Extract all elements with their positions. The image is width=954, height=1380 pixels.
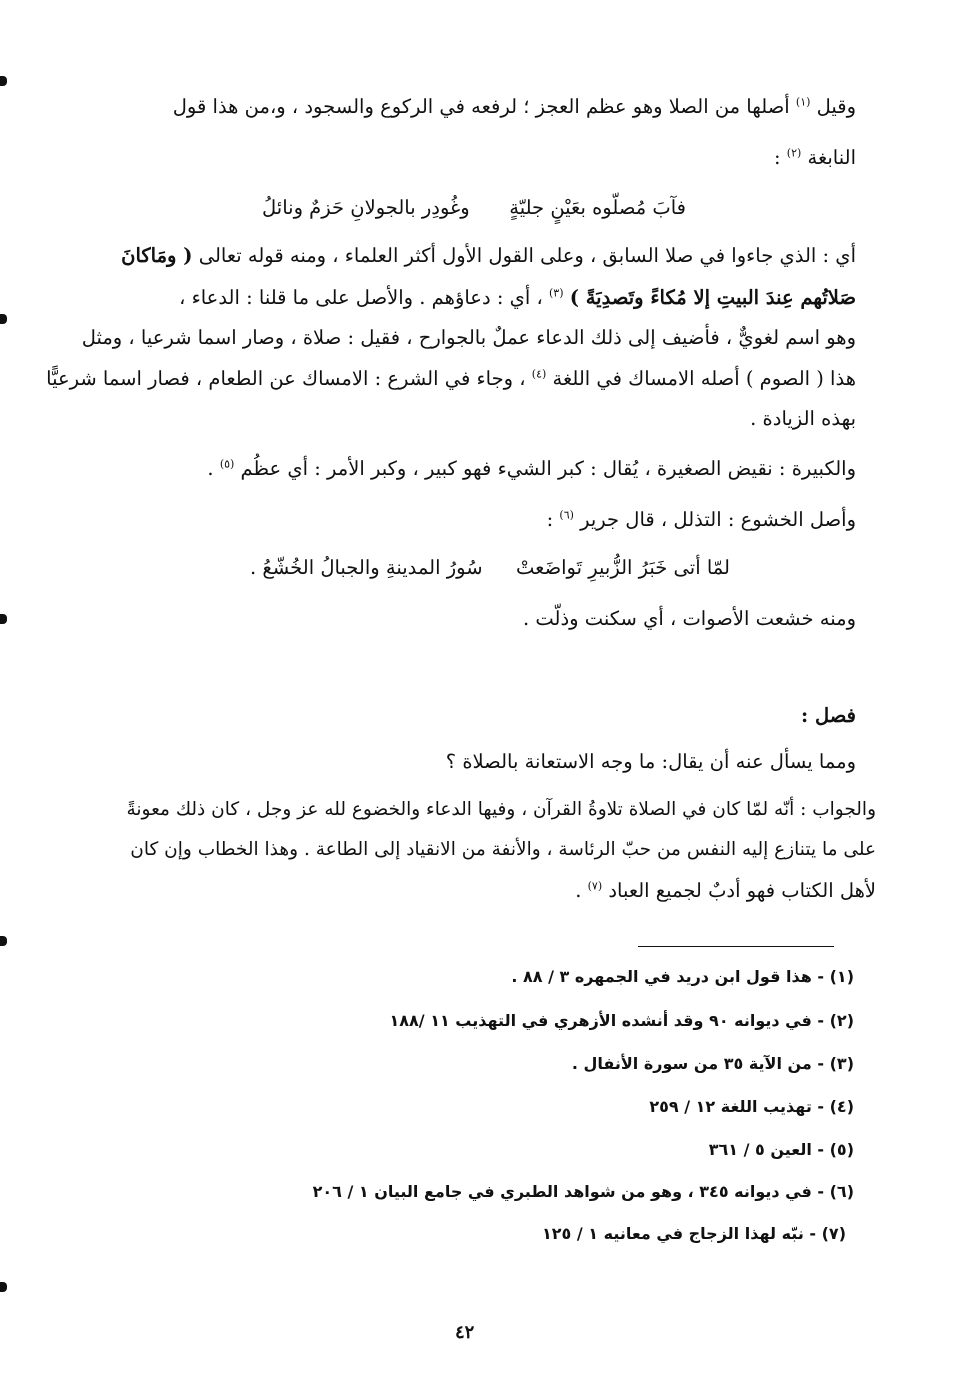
body-line: والجواب : أنّه لمّا كان في الصلاة تلاوةُ القرآن ، وفيها الدعاء والخضوع لله عز وجل ، كان ذلك معونةً — [126, 799, 876, 820]
footnote-ref: (١) — [795, 95, 811, 109]
footnote: (١) - هذا قول ابن دريد في الجمهره ٣ / ٨٨ . — [511, 967, 854, 986]
verse-hemistich-left: وغُودِر بالجولانِ حَزمٌ ونائلُ — [262, 196, 470, 219]
verse-hemistich-right: لمّا أتى خَبَرُ الزُّبيرِ تَواضَعتْ — [516, 556, 730, 579]
quran-quote: صَلاتُهم عِندَ البيتِ إلا مُكاءً وتَصدِيَةً ) — [569, 286, 856, 309]
verse-hemistich-right: فآبَ مُصلّوه بعَيْنٍ جليّةٍ — [509, 196, 686, 219]
quran-quote: ( ومَاكانَ — [121, 244, 193, 267]
footnote: (٧) - نبّه لهذا الزجاج في معانيه ١ / ١٢٥ — [542, 1224, 846, 1243]
footnote-ref: (٦) — [559, 508, 574, 522]
footnote: (٢) - في ديوانه ٩٠ وقد أنشده الأزهري في التهذيب ١١ /١٨٨ — [389, 1011, 854, 1030]
footnote-ref: (٥) — [219, 457, 235, 471]
scan-mark — [0, 76, 7, 86]
scan-mark — [0, 314, 7, 324]
body-line: النابغة $^{(٢)}$ : — [774, 146, 856, 169]
page-number: ٤٢ — [455, 1322, 475, 1343]
footnote-ref: (٤) — [531, 367, 547, 381]
section-title: فصل : — [801, 704, 856, 727]
footnote: (٤) - تهذيب اللغة ١٢ / ٢٥٩ — [649, 1097, 854, 1116]
body-line: هذا ( الصوم ) أصله الامساك في اللغة $^{(٤)}$ ، وجاء في الشرع : الامساك عن الطعام ، فصار اسما شرعيًّا — [46, 367, 856, 390]
footnote-ref: (٢) — [786, 146, 802, 160]
scan-mark — [0, 1282, 7, 1292]
body-line: بهذه الزيادة . — [750, 407, 856, 430]
footnote: (٦) - في ديوانه ٣٤٥ ، وهو من شواهد الطبري في جامع البيان ١ / ٢٠٦ — [312, 1182, 854, 1201]
body-line: أي : الذي جاءوا في صلا السابق ، وعلى القول الأول أكثر العلماء ، ومنه قوله تعالى ( ومَاكانَ — [121, 244, 856, 267]
body-line: ومما يسأل عنه أن يقال: ما وجه الاستعانة بالصلاة ؟ — [445, 750, 856, 773]
body-line: وأصل الخشوع : التذلل ، قال جرير $^{(٦)}$ : — [546, 508, 856, 531]
footnote-separator — [638, 946, 834, 947]
body-line: على ما يتنازع إليه النفس من حبّ الرئاسة ، والأنفة من الانقياد إلى الطاعة . وهذا الخطاب وإن كان — [130, 839, 876, 860]
footnote: (٣) - من الآية ٣٥ من سورة الأنفال . — [571, 1054, 854, 1073]
body-line: والكبيرة : نقيض الصغيرة ، يُقال : كبر الشيء فهو كبير ، وكبر الأمر : أي عظُم $^{(٥)}$ . — [207, 457, 856, 480]
scan-mark — [0, 936, 7, 946]
body-line: صَلاتُهم عِندَ البيتِ إلا مُكاءً وتَصدِيَةً ) $^{(٣)}$ ، أي : دعاؤهم . والأصل على ما قلنا : الدعاء ، — [179, 286, 856, 309]
footnote-ref: (٧) — [587, 879, 603, 893]
body-line: وهو اسم لغويٌّ ، فأضيف إلى ذلك الدعاء عملٌ بالجوارح ، فقيل : صلاة ، وصار اسما شرعيا ، ومثل — [81, 326, 856, 349]
scan-mark — [0, 614, 7, 624]
body-line: ومنه خشعت الأصوات ، أي سكنت وذلّت . — [522, 607, 856, 630]
verse-hemistich-left: سُورُ المدينةِ والجبالُ الخُشّعُ . — [250, 556, 483, 579]
footnote: (٥) - العين ٥ / ٣٦١ — [708, 1140, 854, 1159]
body-line: وقيل $^{(١)}$ أصلها من الصلا وهو عظم العجز ؛ لرفعه في الركوع والسجود ، و،من هذا قول — [172, 95, 856, 118]
body-line: لأهل الكتاب فهو أدبٌ لجميع العباد $^{(٧)}$ . — [575, 879, 876, 902]
footnote-ref: (٣) — [548, 286, 564, 300]
